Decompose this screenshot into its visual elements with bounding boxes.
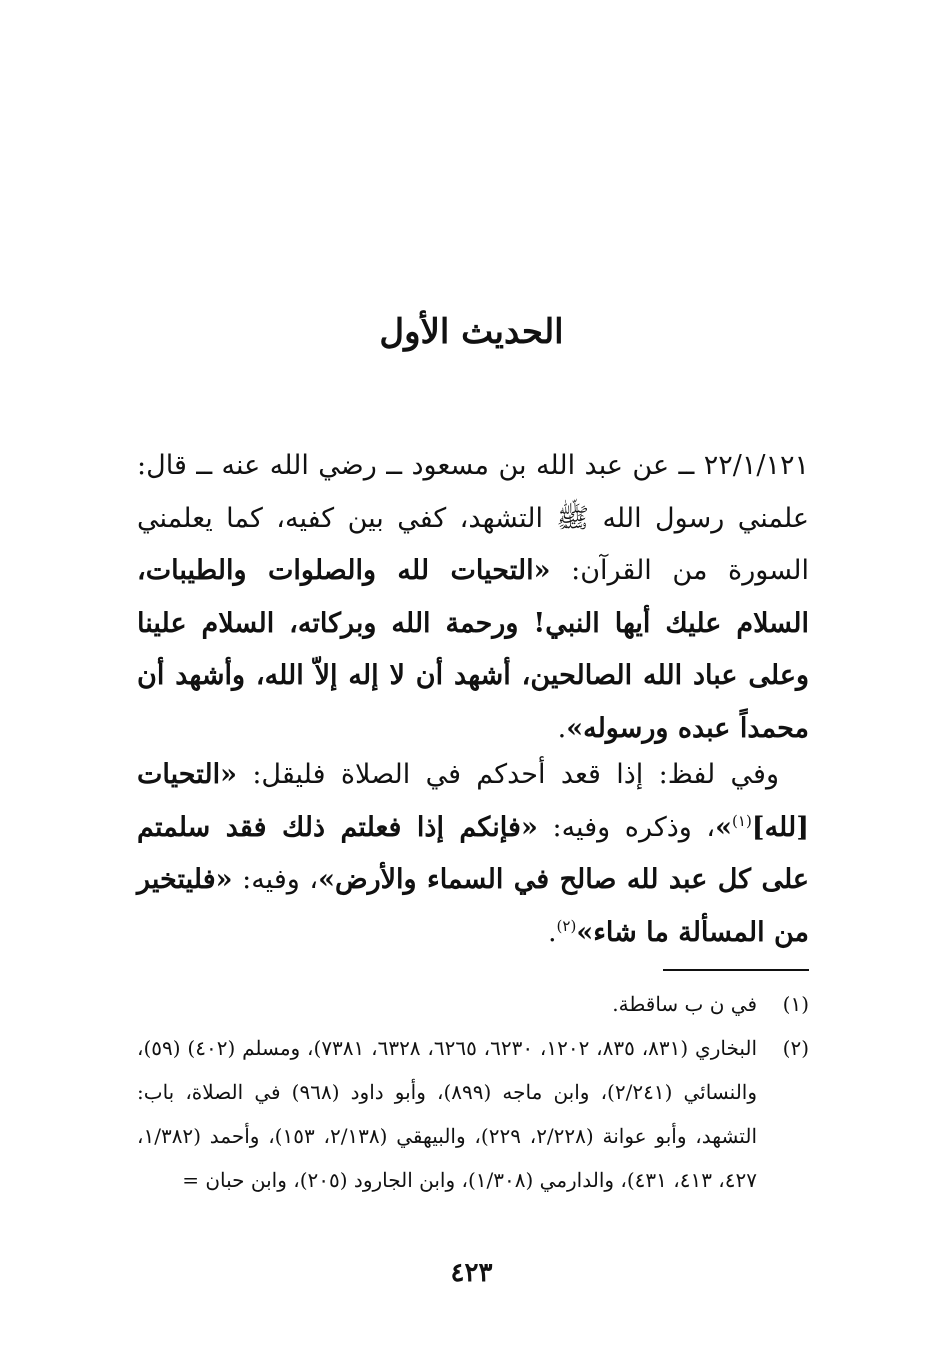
footnote-2: [137, 1026, 809, 1202]
footnote-text: البخاري (٨٣١، ٨٣٥، ١٢٠٢، ٦٢٣٠، ٦٢٦٥، ٦٣٢٨، ٧٣٨١)، ومسلم (٤٠٢) (٥٩)، والنسائي (٢/٢٤١)، وابن ماجه (٨٩٩)، وأبو داود (٩٦٨) في الصلاة، باب: التشهد، وأبو عوانة (٢/٢٢٨، ٢٢٩)، والبيهقي (٢/١٣٨، ١٥٣)، وأحمد (١/٣٨٢، ٤٢٧، ٤١٣، ٤٣١)، والدارمي (١/٣٠٨)، وابن الجارود (٢٠٥)، وابن حبان =: [137, 1036, 758, 1192]
variant-text-c: ، وفيه:: [232, 864, 319, 895]
footnote-number: (٢): [782, 1036, 809, 1060]
footnote-divider: [663, 969, 809, 971]
footnotes: [137, 982, 809, 1202]
footnote-1: [137, 982, 809, 1026]
hadith-paragraph-2: [137, 749, 809, 959]
hadith-chain-text: ٢٢/١/١٢١ ــ عن عبد الله بن مسعود ــ رضي الله عنه ــ قال: علمني رسول الله ﷺ التشهد، كفي بين كفيه، كما يعلمني السورة من القرآن:: [137, 450, 810, 586]
variant-text-b: ، وذكره وفيه:: [537, 811, 716, 843]
variant-quote-1-close: »: [715, 811, 733, 843]
page-number: ٤٢٣: [450, 1258, 493, 1288]
hadith-heading: الحديث الأول: [379, 312, 564, 352]
variant-text-d: .: [547, 916, 557, 948]
footnote-ref-2: (٢): [556, 916, 577, 935]
variant-quote-1: «التحيات [لله]: [137, 759, 809, 843]
footnote-text: في ن ب ساقطة.: [612, 992, 757, 1016]
footnote-number: (١): [782, 992, 809, 1016]
variant-intro-text: وفي لفظ: إذا قعد أحدكم في الصلاة فليقل:: [236, 759, 779, 790]
footnote-ref-1: (١): [732, 811, 752, 830]
hadith-paragraph-1: [137, 440, 809, 755]
tashahhud-quote: «التحيات لله والصلوات والطيبات، السلام عليك أيها النبي! ورحمة الله وبركاته، السلام علينا وعلى عباد الله الصالحين، أشهد أن لا إله إلاّ الله، وأشهد أن محمداً عبده ورسوله»: [137, 555, 809, 744]
variant-quote-2: «فإنكم إذا فعلتم ذلك فقد سلمتم على كل عبد لله صالح في السماء والأرض»: [137, 811, 810, 895]
paragraph-end-mark: .: [557, 712, 567, 744]
variant-quote-3: «فليتخير من المسألة ما شاء»: [137, 864, 809, 948]
